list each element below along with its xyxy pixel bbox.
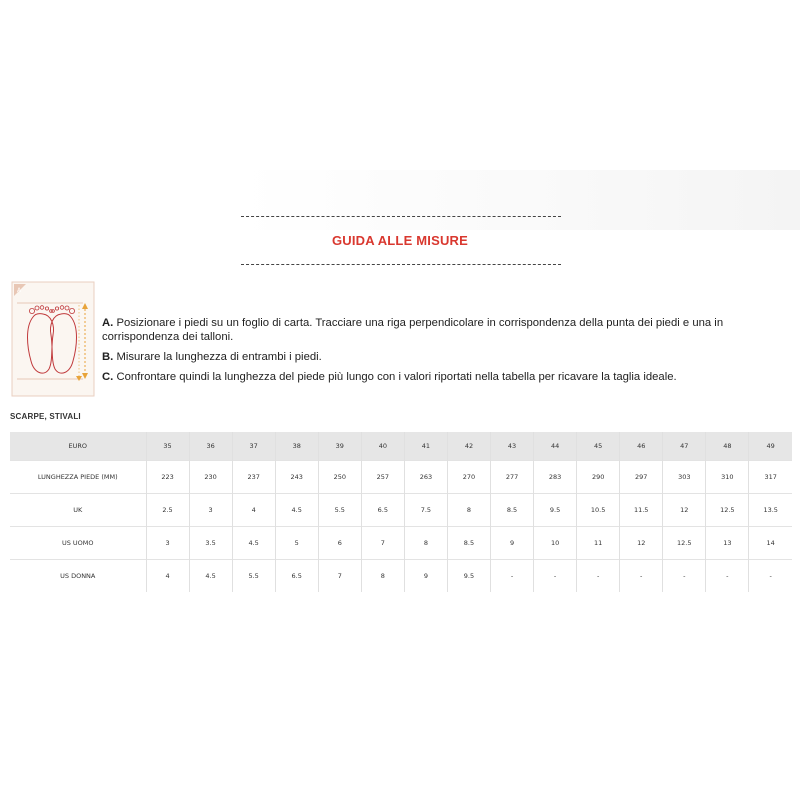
table-cell: 8.5	[447, 527, 490, 560]
table-cell: 8	[361, 560, 404, 593]
header-label: EURO	[10, 432, 146, 461]
table-cell: 13.5	[749, 494, 792, 527]
feet-measure-icon	[11, 281, 95, 397]
column-header: 41	[404, 432, 447, 461]
table-cell: 250	[318, 461, 361, 494]
table-cell: 11	[577, 527, 620, 560]
table-cell: 230	[189, 461, 232, 494]
instructions	[102, 316, 792, 390]
step-letter: A.	[102, 317, 114, 329]
table-cell: 270	[447, 461, 490, 494]
table-cell: 3	[189, 494, 232, 527]
table-cell: 223	[146, 461, 189, 494]
table-cell: 4	[232, 494, 275, 527]
table-cell: 8.5	[491, 494, 534, 527]
table-row	[10, 494, 792, 527]
table-cell: -	[534, 560, 577, 593]
svg-text:A: A	[17, 287, 22, 294]
table-cell: -	[706, 560, 749, 593]
table-cell: 290	[577, 461, 620, 494]
column-header: 49	[749, 432, 792, 461]
table-cell: 7	[361, 527, 404, 560]
table-cell: 12.5	[706, 494, 749, 527]
section-label: SCARPE, STIVALI	[10, 412, 81, 421]
table-cell: -	[749, 560, 792, 593]
row-label: US DONNA	[10, 560, 146, 593]
table-cell: 12	[663, 494, 706, 527]
step-letter: B.	[102, 351, 114, 363]
table-cell: 4	[146, 560, 189, 593]
column-header: 39	[318, 432, 361, 461]
title-divider-bottom	[241, 264, 561, 265]
table-cell: 243	[275, 461, 318, 494]
column-header: 37	[232, 432, 275, 461]
column-header: 35	[146, 432, 189, 461]
table-cell: 13	[706, 527, 749, 560]
table-cell: 9	[491, 527, 534, 560]
table-cell: 9.5	[534, 494, 577, 527]
table-cell: 4.5	[189, 560, 232, 593]
table-cell: 10.5	[577, 494, 620, 527]
row-label: US UOMO	[10, 527, 146, 560]
table-cell: 8	[447, 494, 490, 527]
table-cell: 310	[706, 461, 749, 494]
table-cell: 9.5	[447, 560, 490, 593]
table-cell: 3	[146, 527, 189, 560]
table-header-row	[10, 432, 792, 461]
table-cell: 9	[404, 560, 447, 593]
table-cell: 12	[620, 527, 663, 560]
column-header: 43	[491, 432, 534, 461]
page-title: GUIDA ALLE MISURE	[331, 233, 469, 248]
table-cell: 257	[361, 461, 404, 494]
table-cell: -	[663, 560, 706, 593]
table-cell: 14	[749, 527, 792, 560]
column-header: 45	[577, 432, 620, 461]
background-fade	[0, 170, 800, 230]
table-cell: 8	[404, 527, 447, 560]
table-row	[10, 461, 792, 494]
table-cell: 10	[534, 527, 577, 560]
table-cell: 5.5	[232, 560, 275, 593]
table-cell: 4.5	[275, 494, 318, 527]
table-cell: 12.5	[663, 527, 706, 560]
column-header: 40	[361, 432, 404, 461]
size-table	[10, 432, 792, 592]
step-text: Posizionare i piedi su un foglio di carta. Tracciare una riga perpendicolare in corrispondenza della punta dei piedi e una in corrispondenza dei talloni.	[102, 317, 724, 343]
table-cell: 6.5	[361, 494, 404, 527]
table-cell: 5.5	[318, 494, 361, 527]
table-cell: -	[577, 560, 620, 593]
instruction-step-a	[102, 316, 792, 344]
table-cell: 7.5	[404, 494, 447, 527]
table-cell: 277	[491, 461, 534, 494]
instruction-step-c	[102, 370, 792, 384]
column-header: 47	[663, 432, 706, 461]
table-cell: 4.5	[232, 527, 275, 560]
table-row	[10, 560, 792, 593]
table-cell: 5	[275, 527, 318, 560]
column-header: 48	[706, 432, 749, 461]
table-cell: 237	[232, 461, 275, 494]
step-text: Confrontare quindi la lunghezza del piede più lungo con i valori riportati nella tabella per ricavare la taglia ideale.	[116, 371, 677, 383]
table-cell: 6	[318, 527, 361, 560]
table-cell: 283	[534, 461, 577, 494]
table-cell: 11.5	[620, 494, 663, 527]
column-header: 42	[447, 432, 490, 461]
row-label: LUNGHEZZA PIEDE (MM)	[10, 461, 146, 494]
table-cell: 6.5	[275, 560, 318, 593]
step-text: Misurare la lunghezza di entrambi i piedi.	[116, 351, 322, 363]
table-cell: -	[491, 560, 534, 593]
table-row	[10, 527, 792, 560]
instruction-step-b	[102, 350, 792, 364]
table-cell: 3.5	[189, 527, 232, 560]
column-header: 44	[534, 432, 577, 461]
column-header: 38	[275, 432, 318, 461]
table-cell: 297	[620, 461, 663, 494]
step-letter: C.	[102, 371, 114, 383]
table-cell: -	[620, 560, 663, 593]
row-label: UK	[10, 494, 146, 527]
table-cell: 7	[318, 560, 361, 593]
table-cell: 317	[749, 461, 792, 494]
table-cell: 303	[663, 461, 706, 494]
title-divider-top	[241, 216, 561, 217]
column-header: 36	[189, 432, 232, 461]
column-header: 46	[620, 432, 663, 461]
table-cell: 263	[404, 461, 447, 494]
table-cell: 2.5	[146, 494, 189, 527]
